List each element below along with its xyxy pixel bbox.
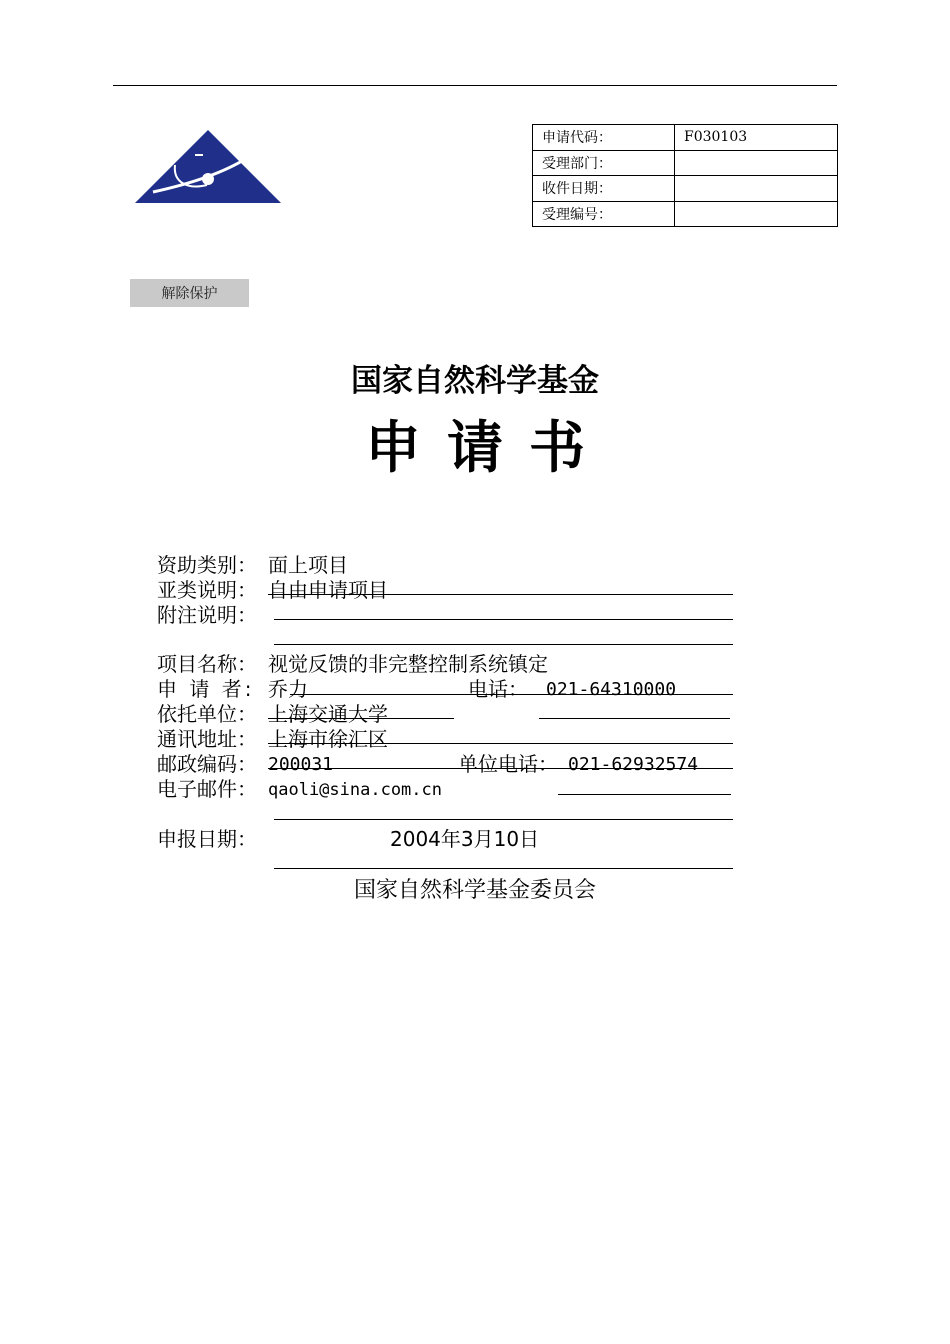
email-value[interactable]: qaoli@sina.com.cn <box>268 780 442 800</box>
table-cell-value[interactable] <box>675 150 838 176</box>
unprotect-button[interactable]: 解除保护 <box>130 279 249 307</box>
underline <box>268 718 454 719</box>
table-cell-label: 申请代码： <box>533 125 675 151</box>
email-label: 电子邮件： <box>157 777 257 801</box>
address-label: 通讯地址： <box>157 727 257 751</box>
applicant-value[interactable]: 乔力 <box>268 677 308 701</box>
underline <box>290 694 733 695</box>
phone-label: 电话： <box>468 677 528 701</box>
project-name-value[interactable]: 视觉反馈的非完整控制系统镇定 <box>268 652 548 676</box>
table-row <box>533 176 838 202</box>
underline <box>268 594 733 595</box>
underline <box>558 794 731 795</box>
org-label: 依托单位： <box>157 702 257 726</box>
date-label: 申报日期： <box>157 827 257 851</box>
underline <box>274 868 733 869</box>
funding-type-label: 资助类别： <box>157 553 257 577</box>
note-label: 附注说明： <box>157 603 257 627</box>
project-name-label: 项目名称： <box>157 652 257 676</box>
underline <box>274 619 733 620</box>
table-cell-label: 收件日期： <box>533 176 675 202</box>
header-rule <box>113 85 837 86</box>
phone-value[interactable]: 021-64310000 <box>546 679 677 700</box>
org-phone-value[interactable]: 021-62932574 <box>568 754 699 775</box>
applicant-label: 申 请 者: <box>157 677 255 701</box>
table-cell-value[interactable] <box>675 176 838 202</box>
table-cell-label: 受理部门： <box>533 150 675 176</box>
table-row <box>533 201 838 227</box>
underline <box>274 644 733 645</box>
underline <box>268 768 733 769</box>
date-value[interactable]: 2004年3月10日 <box>390 827 540 851</box>
admin-info-table <box>532 124 838 227</box>
page-title: 国家自然科学基金 <box>351 363 599 399</box>
table-row <box>533 150 838 176</box>
org-phone-label: 单位电话： <box>458 752 558 776</box>
page-subtitle: 申请书 <box>365 416 611 481</box>
org-value[interactable]: 上海交通大学 <box>268 702 388 726</box>
table-cell-value[interactable] <box>675 201 838 227</box>
subtype-label: 亚类说明： <box>157 578 257 602</box>
footer-org: 国家自然科学基金委员会 <box>353 878 596 903</box>
nsfc-logo <box>135 130 281 205</box>
table-row <box>533 125 838 151</box>
postcode-value[interactable]: 200031 <box>268 754 334 775</box>
table-cell-label: 受理编号： <box>533 201 675 227</box>
underline <box>268 743 733 744</box>
underline <box>274 819 733 820</box>
table-cell-value[interactable]: F030103 <box>675 125 838 151</box>
postcode-label: 邮政编码： <box>157 752 257 776</box>
address-value[interactable]: 上海市徐汇区 <box>268 727 388 751</box>
subtype-value[interactable]: 自由申请项目 <box>268 578 388 602</box>
underline <box>539 718 730 719</box>
funding-type-value[interactable]: 面上项目 <box>268 553 348 577</box>
